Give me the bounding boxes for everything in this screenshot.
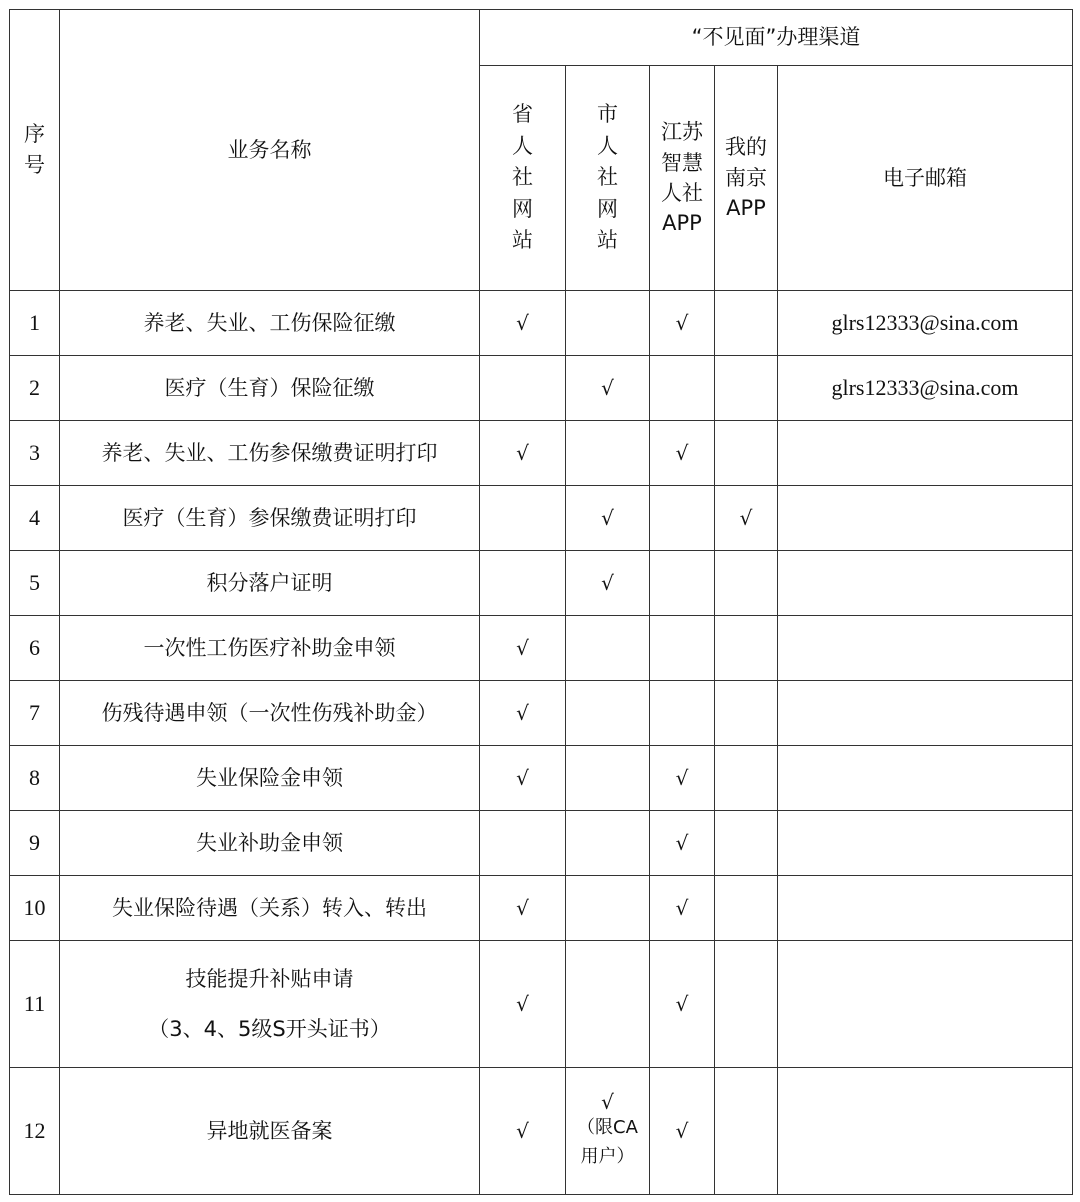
table-row (10, 746, 1073, 811)
cell-service-name (60, 551, 480, 616)
cell-jiangsu-app (650, 616, 715, 681)
check-mark-icon: √ (516, 992, 529, 1016)
cell-nanjing-app (715, 616, 778, 681)
cell-jiangsu-app (650, 291, 715, 356)
cell-nanjing-app (715, 1068, 778, 1195)
cell-email (778, 486, 1073, 551)
table-row (10, 551, 1073, 616)
cell-seq (10, 941, 60, 1068)
service-name: 技能提升补贴申请 (185, 966, 354, 991)
table-row (10, 421, 1073, 486)
check-mark-icon: √ (516, 441, 529, 465)
cell-service-name (60, 941, 480, 1068)
header-seq: 序号 (10, 10, 60, 291)
table-row (10, 941, 1073, 1068)
check-mark-icon: √ (516, 766, 529, 790)
cell-city-site (566, 291, 650, 356)
row-number: 8 (29, 765, 40, 790)
cell-seq (10, 356, 60, 421)
cell-service-name (60, 421, 480, 486)
service-name: 异地就医备案 (206, 1118, 333, 1143)
check-mark-icon: √ (675, 441, 689, 465)
cell-city-site (566, 486, 650, 551)
cell-jiangsu-app (650, 811, 715, 876)
cell-provincial-site (480, 356, 566, 421)
cell-city-site (566, 356, 650, 421)
row-number: 10 (23, 895, 46, 920)
table-row (10, 291, 1073, 356)
check-mark-icon: √ (516, 701, 529, 725)
cell-provincial-site (480, 811, 566, 876)
cell-city-site (566, 941, 650, 1068)
check-mark-icon: √ (516, 636, 529, 660)
service-name: 积分落户证明 (206, 570, 333, 595)
service-name: 失业保险金申领 (196, 765, 343, 790)
cell-nanjing-app (715, 551, 778, 616)
cell-provincial-site (480, 941, 566, 1068)
cell-city-site (566, 421, 650, 486)
cell-jiangsu-app (650, 421, 715, 486)
service-name: 养老、失业、工伤保险征缴 (143, 310, 396, 335)
cell-seq (10, 1068, 60, 1195)
check-mark-icon: √ (516, 896, 529, 920)
cell-city-site (566, 746, 650, 811)
table-row (10, 486, 1073, 551)
channel-note: （限CA用户） (577, 1117, 638, 1167)
cell-jiangsu-app (650, 551, 715, 616)
cell-nanjing-app (715, 811, 778, 876)
row-number: 3 (29, 440, 40, 465)
cell-seq (10, 486, 60, 551)
cell-jiangsu-app (650, 746, 715, 811)
check-mark-icon: √ (739, 506, 753, 530)
cell-city-site (566, 1068, 650, 1195)
cell-service-name (60, 486, 480, 551)
table-row (10, 356, 1073, 421)
cell-email (778, 941, 1073, 1068)
cell-seq (10, 421, 60, 486)
cell-email (778, 291, 1073, 356)
header-channel-provincial-site: 省人社网站 (480, 66, 566, 291)
cell-provincial-site (480, 1068, 566, 1195)
check-mark-icon: √ (601, 506, 614, 530)
row-number: 1 (29, 310, 40, 335)
cell-jiangsu-app (650, 876, 715, 941)
cell-city-site (566, 876, 650, 941)
check-mark-icon: √ (675, 831, 689, 855)
cell-nanjing-app (715, 941, 778, 1068)
cell-nanjing-app (715, 356, 778, 421)
cell-provincial-site (480, 486, 566, 551)
cell-service-name (60, 291, 480, 356)
service-channel-table (9, 9, 1073, 1195)
check-mark-icon: √ (601, 376, 614, 400)
header-channel-jiangsu-app: 江苏智慧人社APP (650, 66, 715, 291)
check-mark-icon: √ (675, 896, 689, 920)
cell-provincial-site (480, 616, 566, 681)
table-row (10, 876, 1073, 941)
cell-jiangsu-app (650, 486, 715, 551)
table-row (10, 681, 1073, 746)
check-mark-icon: √ (601, 571, 614, 595)
cell-email (778, 551, 1073, 616)
cell-email (778, 616, 1073, 681)
cell-service-name (60, 811, 480, 876)
cell-provincial-site (480, 681, 566, 746)
header-service-name: 业务名称 (60, 10, 480, 291)
check-mark-icon: √ (675, 311, 689, 335)
cell-email (778, 1068, 1073, 1195)
cell-city-site (566, 616, 650, 681)
cell-provincial-site (480, 291, 566, 356)
header-channels-title: “不见面”办理渠道 (480, 10, 1073, 66)
cell-jiangsu-app (650, 681, 715, 746)
row-number: 12 (23, 1118, 46, 1143)
cell-city-site (566, 551, 650, 616)
cell-nanjing-app (715, 421, 778, 486)
cell-email (778, 811, 1073, 876)
cell-jiangsu-app (650, 1068, 715, 1195)
cell-nanjing-app (715, 876, 778, 941)
service-name-note: （3、4、5级S开头证书） (148, 1017, 391, 1041)
header-channel-city-site: 市人社网站 (566, 66, 650, 291)
service-name: 伤残待遇申领（一次性伤残补助金） (101, 700, 438, 725)
row-number: 7 (29, 700, 40, 725)
cell-service-name (60, 356, 480, 421)
service-name: 医疗（生育）保险征缴 (164, 375, 375, 400)
service-name: 一次性工伤医疗补助金申领 (143, 635, 396, 660)
header-channel-email: 电子邮箱 (778, 66, 1073, 291)
cell-nanjing-app (715, 746, 778, 811)
check-mark-icon: √ (675, 992, 689, 1016)
cell-seq (10, 811, 60, 876)
check-mark-icon: √ (675, 1119, 689, 1143)
service-name: 养老、失业、工伤参保缴费证明打印 (101, 440, 438, 465)
cell-seq (10, 551, 60, 616)
cell-service-name (60, 681, 480, 746)
table-row (10, 616, 1073, 681)
service-name: 医疗（生育）参保缴费证明打印 (122, 505, 417, 530)
cell-service-name (60, 876, 480, 941)
header-channel-nanjing-app: 我的南京APP (715, 66, 778, 291)
row-number: 5 (29, 570, 40, 595)
cell-email (778, 876, 1073, 941)
row-number: 9 (29, 830, 40, 855)
cell-city-site (566, 681, 650, 746)
cell-service-name (60, 1068, 480, 1195)
service-name: 失业补助金申领 (196, 830, 343, 855)
cell-nanjing-app (715, 486, 778, 551)
cell-city-site (566, 811, 650, 876)
check-mark-icon: √ (516, 311, 529, 335)
cell-seq (10, 746, 60, 811)
check-mark-icon: √ (675, 766, 689, 790)
cell-service-name (60, 616, 480, 681)
email-address: glrs12333@sina.com (831, 375, 1019, 400)
check-mark-icon: √ (601, 1090, 614, 1115)
cell-nanjing-app (715, 681, 778, 746)
cell-email (778, 356, 1073, 421)
table-row (10, 811, 1073, 876)
cell-provincial-site (480, 876, 566, 941)
cell-email (778, 421, 1073, 486)
cell-provincial-site (480, 551, 566, 616)
check-mark-icon: √ (516, 1119, 529, 1143)
cell-provincial-site (480, 746, 566, 811)
service-name: 失业保险待遇（关系）转入、转出 (112, 895, 427, 920)
cell-seq (10, 681, 60, 746)
header-row-1 (10, 10, 1073, 66)
email-address: glrs12333@sina.com (831, 310, 1019, 335)
cell-provincial-site (480, 421, 566, 486)
cell-email (778, 746, 1073, 811)
row-number: 11 (23, 991, 46, 1016)
row-number: 4 (29, 505, 40, 530)
row-number: 6 (29, 635, 40, 660)
cell-jiangsu-app (650, 941, 715, 1068)
row-number: 2 (29, 375, 40, 400)
cell-jiangsu-app (650, 356, 715, 421)
table-row (10, 1068, 1073, 1195)
cell-email (778, 681, 1073, 746)
cell-seq (10, 291, 60, 356)
cell-seq (10, 616, 60, 681)
cell-seq (10, 876, 60, 941)
cell-nanjing-app (715, 291, 778, 356)
cell-service-name (60, 746, 480, 811)
